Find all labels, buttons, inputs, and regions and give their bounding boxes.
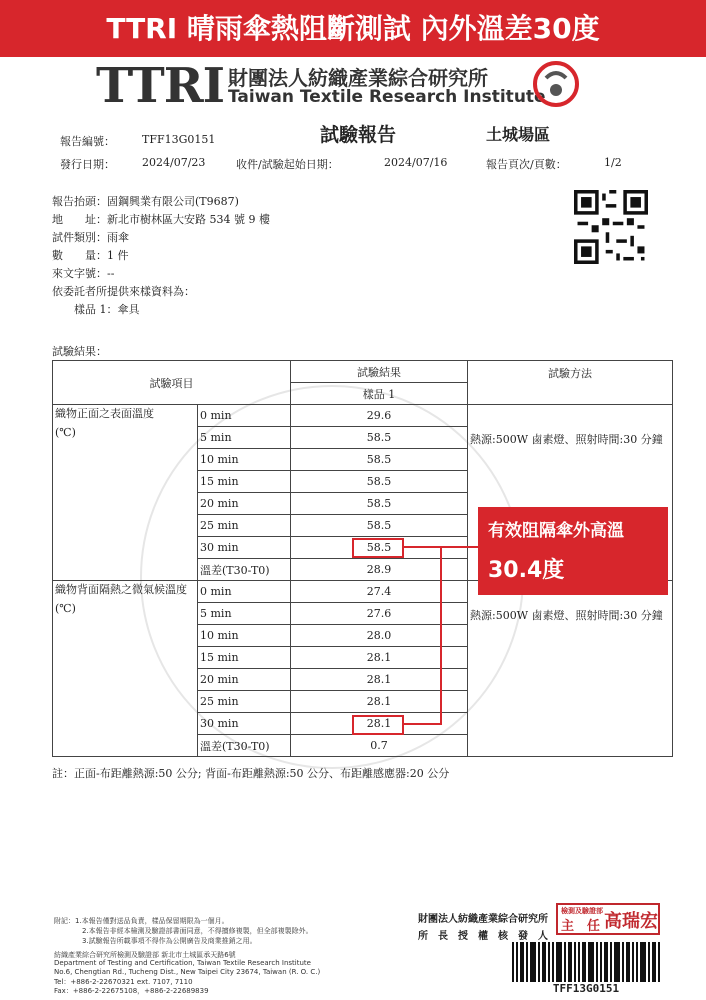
institute-name-en: Taiwan Textile Research Institute xyxy=(228,87,546,107)
pages-label: 報告頁次/頁數： xyxy=(486,158,567,171)
table-row-time: 0 min xyxy=(198,405,291,427)
table-row-value: 58.5 xyxy=(291,493,468,515)
table-row-value: 28.0 xyxy=(291,625,468,647)
client-header: 報告抬頭：固鋼興業有限公司(T9687) xyxy=(52,195,239,208)
section2-method: 熱源:500W 鹵素燈、照射時間:30 分鐘 xyxy=(470,609,663,622)
dept-en: Department of Testing and Certification, Taiwan Textile Research Institute xyxy=(54,959,311,967)
table-row-value: 0.7 xyxy=(291,735,468,757)
pages: 1/2 xyxy=(604,156,622,169)
remark-2: 2.本報告非經本檢測及驗證部書面同意，不得擅修複製，但全部複製除外。 xyxy=(82,927,313,935)
highlight-box-front xyxy=(352,538,404,558)
table-row-value: 58.5 xyxy=(291,427,468,449)
table-row-time: 溫差(T30-T0) xyxy=(198,735,291,757)
fax: Fax：+886-2-22675108，+886-2-22689839 xyxy=(54,987,209,995)
highlight-box-back xyxy=(352,715,404,735)
telephone: Tel：+886-2-22670321 ext. 7107, 7110 xyxy=(54,978,193,986)
ttri-logo-text: TTRI xyxy=(96,58,225,114)
table-row-time: 30 min xyxy=(198,537,291,559)
signature-block xyxy=(418,910,548,942)
table-row-time: 15 min xyxy=(198,647,291,669)
site-name: 土城場區 xyxy=(486,125,551,144)
barcode-number: TFF13G0151 xyxy=(552,982,620,995)
header-result: 試驗結果 xyxy=(291,361,468,383)
section1-method: 熱源:500W 鹵素燈、照射時間:30 分鐘 xyxy=(470,433,663,446)
header-item: 試驗項目 xyxy=(53,361,291,405)
dept-zh: 紡織產業綜合研究所檢測及驗證部 新北市土城區承天路6號 xyxy=(54,951,236,959)
connector-line xyxy=(402,546,440,548)
table-row-time: 5 min xyxy=(198,427,291,449)
table-row-value: 28.1 xyxy=(291,691,468,713)
table-row-time: 25 min xyxy=(198,691,291,713)
table-row-time: 25 min xyxy=(198,515,291,537)
table-row-time: 20 min xyxy=(198,669,291,691)
report-number-label: 報告編號： xyxy=(60,135,115,148)
remark-1: 附記：1.本報告僅對送品負責，樣品保留期限為一個月。 xyxy=(54,917,229,925)
approval-stamp xyxy=(556,903,660,935)
client-address: 地 址：新北市樹林區大安路 534 號 9 樓 xyxy=(52,213,270,226)
remark-3: 3.試驗報告所載事項不得作為公開廣告及商業推銷之用。 xyxy=(82,937,257,945)
callout-line1: 有效阻隔傘外高溫 xyxy=(488,521,624,541)
start-date: 2024/07/16 xyxy=(384,156,448,169)
connector-line xyxy=(440,546,442,725)
address-en: No.6, Chengtian Rd., Tucheng Dist., New Taipei City 23674, Taiwan (R. O. C.) xyxy=(54,968,321,976)
table-row-value: 28.9 xyxy=(291,559,468,581)
issue-date-label: 發行日期： xyxy=(60,158,115,171)
stamp-name: 高瑞宏 xyxy=(604,911,658,932)
test-category: 試件類別：雨傘 xyxy=(52,231,129,244)
section1-name: 織物正面之表面溫度 xyxy=(55,407,154,420)
reference-number: 來文字號：-- xyxy=(52,267,115,280)
connector-line xyxy=(402,723,440,725)
table-row-value: 27.4 xyxy=(291,581,468,603)
table-row-time: 10 min xyxy=(198,449,291,471)
table-row-value: 29.6 xyxy=(291,405,468,427)
table-row-time: 0 min xyxy=(198,581,291,603)
header-sample: 樣品 1 xyxy=(291,383,468,405)
table-row-value: 28.1 xyxy=(291,647,468,669)
connector-line xyxy=(440,546,478,548)
institute-name-zh: 財團法人紡織產業綜合研究所 xyxy=(228,66,488,90)
table-row-value: 27.6 xyxy=(291,603,468,625)
barcode-icon xyxy=(512,942,660,982)
results-label: 試驗結果： xyxy=(52,345,107,358)
banner-title: TTRI 晴雨傘熱阻斷測試 內外溫差30度 xyxy=(0,0,706,57)
ttri-logo-icon xyxy=(532,60,580,108)
table-row-time: 10 min xyxy=(198,625,291,647)
section2-unit: (℃) xyxy=(55,602,76,615)
qr-code-icon xyxy=(574,190,648,264)
report-title: 試驗報告 xyxy=(320,124,397,146)
table-row-time: 溫差(T30-T0) xyxy=(198,559,291,581)
table-row-value: 58.5 xyxy=(291,515,468,537)
start-date-label: 收件/試驗起始日期： xyxy=(236,158,339,171)
provided-note: 依委託者所提供來樣資料為： xyxy=(52,285,195,298)
table-note: 註：正面-布距離熱源:50 公分; 背面-布距離熱源:50 公分、布距離感應器:20 公分 xyxy=(52,767,450,780)
quantity: 數 量：1 件 xyxy=(52,249,129,262)
sample-desc: 樣品 1：傘具 xyxy=(74,303,140,316)
header-method: 試驗方法 xyxy=(468,361,673,405)
table-row-value: 58.5 xyxy=(291,537,468,559)
table-row-value: 28.1 xyxy=(291,669,468,691)
stamp-title: 檢測及驗證部 xyxy=(561,906,603,915)
issue-date: 2024/07/23 xyxy=(142,156,206,169)
sign-line2: 所 長 授 權 核 發 人 xyxy=(418,931,548,942)
table-row-value: 58.5 xyxy=(291,471,468,493)
table-row-time: 20 min xyxy=(198,493,291,515)
table-row-value: 58.5 xyxy=(291,449,468,471)
section1-unit: (℃) xyxy=(55,426,76,439)
callout-line2: 30.4度 xyxy=(488,558,565,583)
callout-box xyxy=(478,507,668,595)
table-row-time: 15 min xyxy=(198,471,291,493)
section2-name: 織物背面隔熱之微氣候溫度 xyxy=(55,583,187,596)
table-row-time: 5 min xyxy=(198,603,291,625)
table-row-time: 30 min xyxy=(198,713,291,735)
report-number: TFF13G0151 xyxy=(142,133,216,146)
stamp-role: 主 任 xyxy=(561,919,601,934)
sign-line1: 財團法人紡織產業綜合研究所 xyxy=(418,914,548,925)
table-row-value: 28.1 xyxy=(291,713,468,735)
